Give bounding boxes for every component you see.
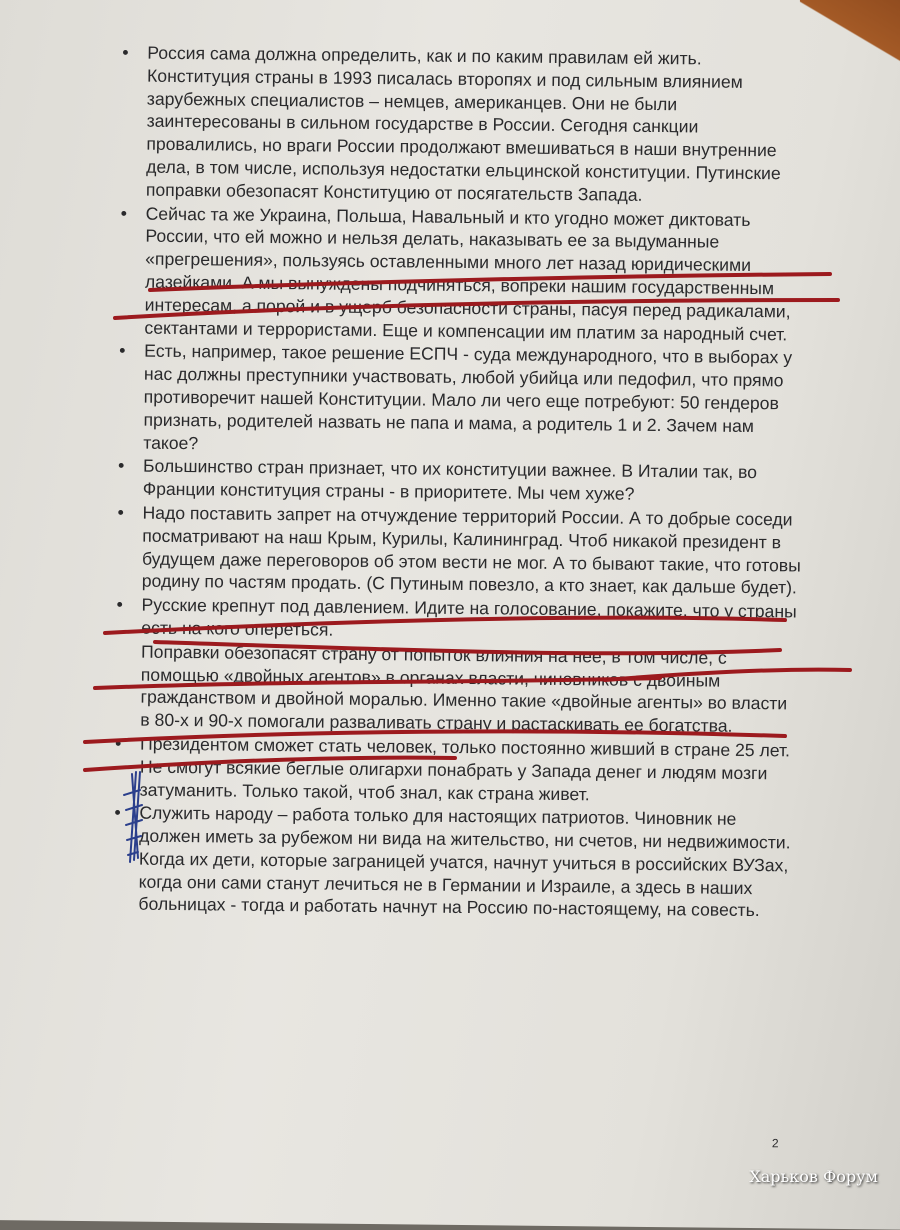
- item-text: Сейчас та же Украина, Польша, Навальный и кто угодно может диктовать России, что ей можно и нельзя делать, наказывать ее за выдуманные «прегрешения», пользуясь оставленными много лет назад юридическими лазейками. А мы вынуждены подчиняться, вопреки нашим государственным интересам, а порой и в ущерб безопасности страны, пасуя перед радикалами, сектантами и террористами. Еще и компенсации им платим за народный счет.: [144, 203, 791, 344]
- item-text: Служить народу – работа только для настоящих патриотов. Чиновник не должен иметь за рубежом ни вида на жительство, ни счетов, ни недвижимости. Когда их дети, которые заграницей учатся, начнут учиться в российских ВУЗах, когда они сами станут лечиться не в Германии и Израиле, а здесь в наших больницах - тогда и работать начнут на Россию по-настоящему, на совесть.: [138, 802, 791, 921]
- list-item: [117, 502, 803, 600]
- bullet-icon: •: [119, 340, 126, 361]
- list-item: [114, 802, 799, 923]
- item-text: Большинство стран признает, что их конституции важнее. В Италии так, во Франции конституция страны - в приоритете. Мы чем хуже?: [142, 455, 758, 504]
- watermark-logo: Харьков Форум: [749, 1167, 878, 1186]
- bullet-icon: •: [117, 455, 125, 476]
- bullet-icon: •: [122, 42, 129, 63]
- item-text: Надо поставить запрет на отчуждение территорий России. А то добрые соседи посматривают на наш Крым, Курилы, Калининград. Чтоб никакой президент в будущем даже переговоров об этом вести не мог. А то бывают такие, что готовы родину по частям продать. (С Путиным повезло, а кто знает, как дальше будет).: [141, 502, 801, 598]
- item-text: Россия сама должна определить, как и по каким правилам ей жить. Конституция страны в 1993 писалась второпях и под сильным влиянием зарубежных специалистов – немцев, американцев. Они не были заинтересованы в сильном государстве в России. Сегодня санкции провалились, но враги России продолжают вмешиваться в наши внутренние дела, в том числе, используя недостатки ельцинской конституции. Путинские поправки обезопасят Конституцию от посягательств Запада.: [145, 42, 781, 205]
- item-text: Президентом сможет стать человек, только постоянно живший в стране 25 лет. Не смогут всякие беглые олигархи понабрать у Запада денег и людям мозги затуманить. Только такой, чтоб знал, как страна живет.: [139, 733, 791, 804]
- list-item: [115, 733, 801, 808]
- bullet-icon: •: [116, 594, 123, 615]
- item-text: Русские крепнут под давлением. Идите на голосование, покажите, что у страны есть на кого опереться.: [141, 594, 797, 640]
- bullet-icon: •: [117, 502, 124, 523]
- bullet-list: [114, 42, 807, 924]
- bullet-icon: •: [120, 202, 128, 224]
- table-corner: [799, 0, 900, 90]
- item-text: Есть, например, такое решение ЕСПЧ - суда международного, что в выборах у нас должны преступники участвовать, любой убийца или педофил, что прямо противоречит нашей Конституции. Мало ли чего еще потребуют: 50 гендеров признать, родителей назвать не папа и мама, а родитель 1 и 2. Зачем нам такое?: [143, 340, 793, 453]
- list-item: [117, 455, 803, 508]
- list-item: [122, 42, 808, 208]
- list-item: [120, 202, 805, 346]
- item-text: Поправки обезопасят страну от попыток влияния на нее, в том числе, с помощью «двойных агентов» в органах власти, чиновников с двойным гражданством и двойной моралью. Именно такие «двойные агенты» во власти в 80-х и 90-х помогали разваливать страну и растаскивать ее богатства.: [140, 641, 788, 736]
- list-item: [140, 640, 801, 738]
- bullet-icon: •: [114, 802, 121, 823]
- page-number: 2: [771, 1136, 779, 1151]
- bullet-icon: •: [115, 733, 122, 754]
- list-item: [116, 594, 801, 647]
- list-item: [119, 340, 804, 461]
